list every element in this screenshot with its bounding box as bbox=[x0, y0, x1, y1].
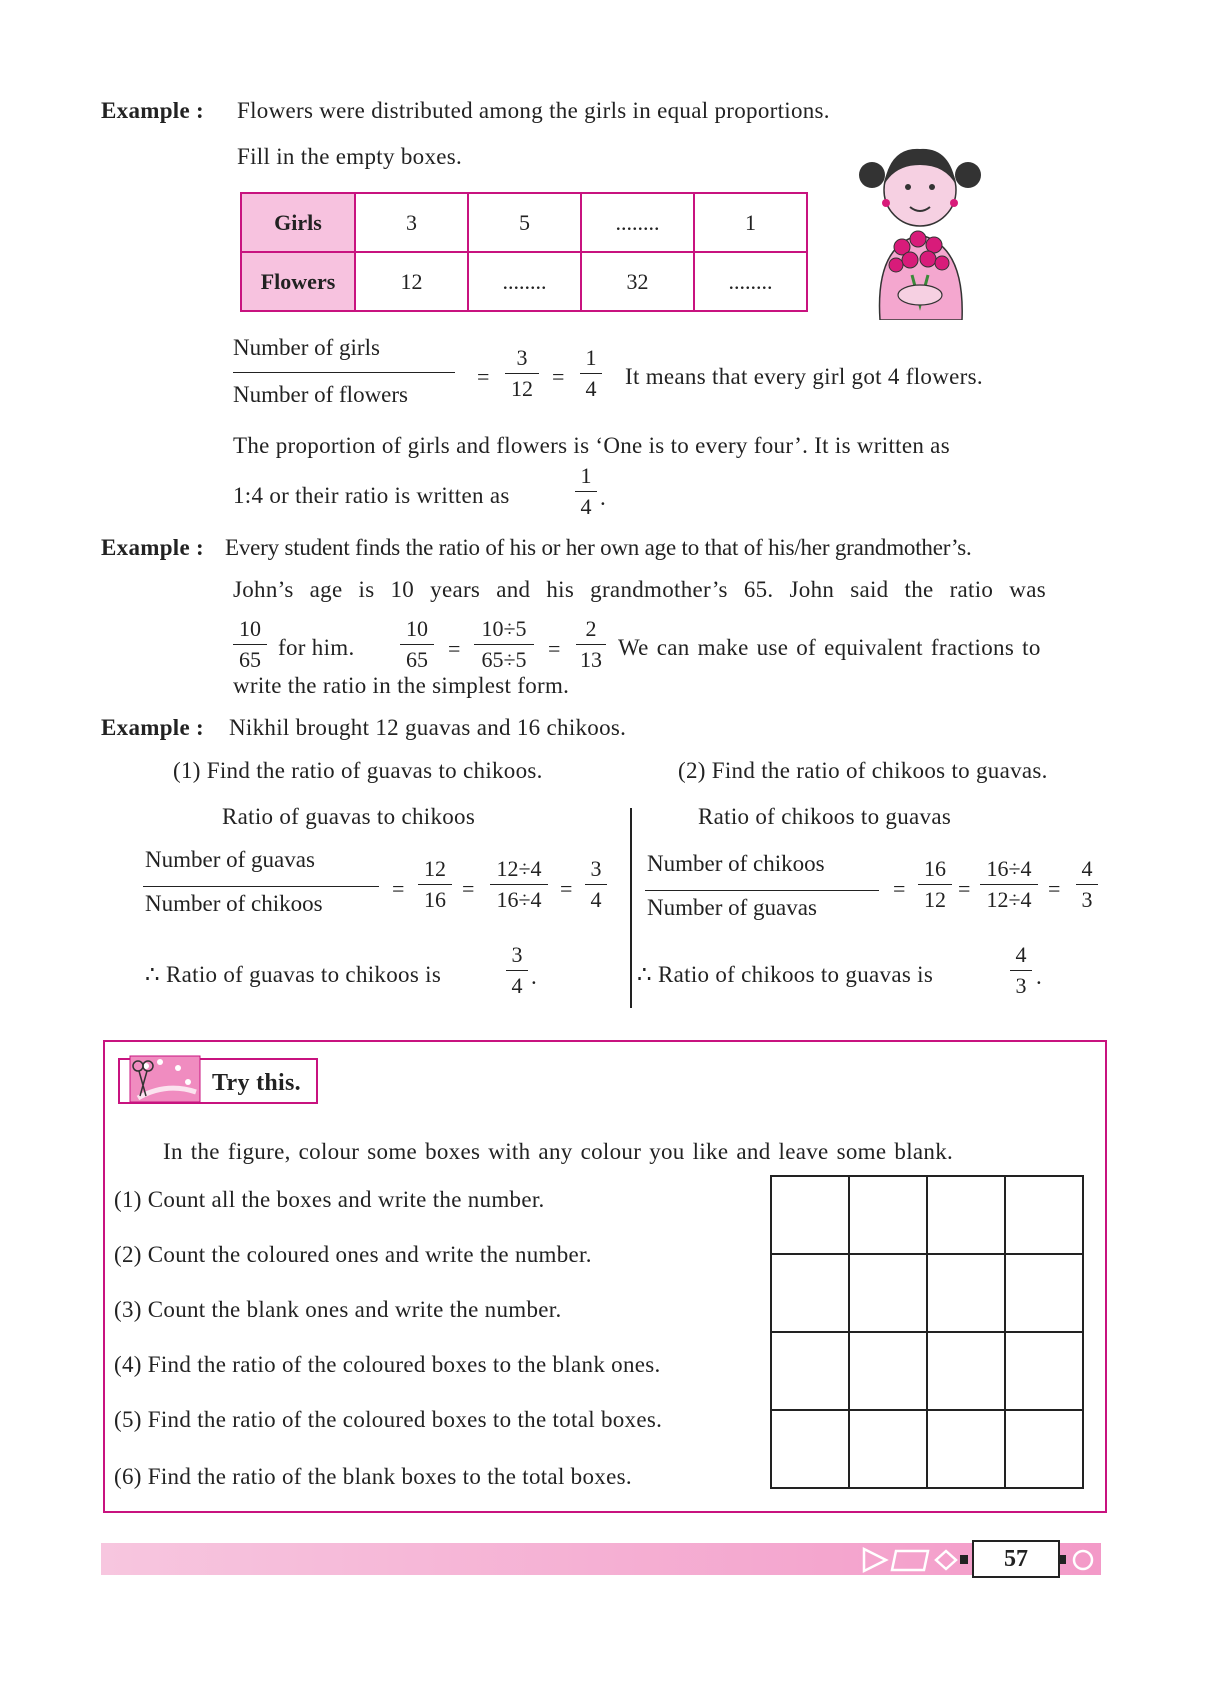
fraction-numerator: 4 bbox=[1015, 942, 1027, 967]
try-intro: In the figure, colour some boxes with any colour you like and leave some blank. bbox=[163, 1139, 954, 1164]
fraction bbox=[576, 616, 606, 673]
fraction bbox=[400, 616, 434, 673]
grid-box[interactable] bbox=[927, 1332, 1005, 1410]
fraction-numerator: 1 bbox=[580, 463, 592, 488]
colouring-grid bbox=[770, 1175, 1084, 1489]
table-cell: 32 bbox=[581, 252, 694, 311]
equals-sign: = bbox=[477, 364, 490, 389]
fraction bbox=[980, 856, 1038, 913]
equals-sign: = bbox=[462, 876, 475, 901]
try-item: (5) Find the ratio of the coloured boxes to the total boxes. bbox=[114, 1407, 663, 1432]
period: . bbox=[600, 485, 607, 510]
fraction bbox=[918, 856, 952, 913]
question: (2) Find the ratio of chikoos to guavas. bbox=[678, 758, 1048, 783]
try-this-title: Try this. bbox=[212, 1070, 301, 1096]
grid-box[interactable] bbox=[1005, 1332, 1083, 1410]
table-cell: 5 bbox=[468, 193, 581, 252]
table-cell: ........ bbox=[694, 252, 807, 311]
example-text: 1:4 or their ratio is written as bbox=[233, 483, 510, 508]
equals-sign: = bbox=[560, 876, 573, 901]
fraction-numerator: 12÷4 bbox=[496, 856, 542, 881]
grid-box[interactable] bbox=[1005, 1254, 1083, 1332]
fraction-numerator-label: Number of chikoos bbox=[647, 851, 825, 876]
conclusion: ∴ Ratio of guavas to chikoos is bbox=[145, 962, 442, 987]
example-label: Example : bbox=[101, 535, 204, 560]
fraction-denominator: 65 bbox=[239, 647, 261, 672]
fraction-numerator: 10 bbox=[406, 616, 428, 641]
fraction-denominator: 12÷4 bbox=[986, 887, 1032, 912]
table-header-cell: Girls bbox=[241, 193, 355, 252]
example-text: for him. bbox=[278, 635, 355, 660]
grid-box[interactable] bbox=[1005, 1176, 1083, 1254]
fraction bbox=[505, 345, 539, 402]
fraction-numerator-label: Number of girls bbox=[233, 335, 380, 360]
fraction-numerator: 10 bbox=[239, 616, 261, 641]
column-heading: Ratio of chikoos to guavas bbox=[698, 804, 952, 829]
equals-sign: = bbox=[893, 876, 906, 901]
fraction-denominator: 4 bbox=[585, 376, 597, 401]
fraction bbox=[233, 616, 267, 673]
example-text: Every student finds the ratio of his or her own age to that of his/her grandmother’s. bbox=[225, 535, 972, 560]
example-text: Fill in the empty boxes. bbox=[237, 144, 463, 169]
girls-flowers-table bbox=[240, 192, 808, 312]
fraction-denominator: 13 bbox=[580, 647, 602, 672]
conclusion: ∴ Ratio of chikoos to guavas is bbox=[637, 962, 934, 987]
girl-with-flowers-illustration bbox=[850, 135, 990, 320]
fraction-numerator: 4 bbox=[1081, 856, 1093, 881]
grid-box[interactable] bbox=[849, 1176, 927, 1254]
equals-sign: = bbox=[448, 636, 461, 661]
try-item: (6) Find the ratio of the blank boxes to the total boxes. bbox=[114, 1464, 632, 1489]
try-item: (4) Find the ratio of the coloured boxes to the blank ones. bbox=[114, 1352, 661, 1377]
scissors-measuring-tape-icon bbox=[126, 1052, 204, 1106]
try-item: (2) Count the coloured ones and write the number. bbox=[114, 1242, 592, 1267]
try-item: (3) Count the blank ones and write the number. bbox=[114, 1297, 562, 1322]
fraction-denominator: 4 bbox=[511, 973, 523, 998]
fraction bbox=[474, 616, 534, 673]
grid-box[interactable] bbox=[927, 1410, 1005, 1488]
fraction-bar bbox=[233, 372, 455, 373]
fraction-numerator-label: Number of guavas bbox=[145, 847, 315, 872]
fraction-numerator: 3 bbox=[516, 345, 528, 370]
fraction-denominator: 12 bbox=[511, 376, 533, 401]
example-text: Nikhil brought 12 guavas and 16 chikoos. bbox=[229, 715, 627, 740]
grid-box[interactable] bbox=[927, 1176, 1005, 1254]
try-item: (1) Count all the boxes and write the number. bbox=[114, 1187, 545, 1212]
grid-box[interactable] bbox=[849, 1332, 927, 1410]
column-heading: Ratio of guavas to chikoos bbox=[222, 804, 476, 829]
fraction-denominator: 16÷4 bbox=[496, 887, 542, 912]
fraction-numerator: 3 bbox=[511, 942, 523, 967]
fraction-bar bbox=[143, 886, 379, 887]
equals-sign: = bbox=[1048, 876, 1061, 901]
page-number: 57 bbox=[972, 1540, 1060, 1578]
divider bbox=[630, 808, 632, 1008]
fraction-denominator: 16 bbox=[424, 887, 446, 912]
fraction bbox=[575, 463, 597, 520]
table-cell: 1 bbox=[694, 193, 807, 252]
grid-box[interactable] bbox=[771, 1410, 849, 1488]
equals-sign: = bbox=[552, 364, 565, 389]
period: . bbox=[1036, 964, 1043, 989]
grid-box[interactable] bbox=[771, 1254, 849, 1332]
fraction-denominator: 3 bbox=[1015, 973, 1027, 998]
fraction-numerator: 16÷4 bbox=[986, 856, 1032, 881]
grid-box[interactable] bbox=[771, 1176, 849, 1254]
fraction bbox=[418, 856, 452, 913]
fraction-denominator: 65 bbox=[406, 647, 428, 672]
equals-sign: = bbox=[392, 876, 405, 901]
example-text: The proportion of girls and flowers is ‘One is to every four’. It is written as bbox=[233, 433, 950, 458]
table-row bbox=[241, 193, 807, 252]
fraction-denominator: 4 bbox=[590, 887, 602, 912]
fraction bbox=[585, 856, 607, 913]
table-cell: 12 bbox=[355, 252, 468, 311]
fraction bbox=[506, 942, 528, 999]
fraction-numerator: 2 bbox=[585, 616, 597, 641]
fraction-denominator: 12 bbox=[924, 887, 946, 912]
grid-box[interactable] bbox=[1005, 1410, 1083, 1488]
example-text: John’s age is 10 years and his grandmother’s 65. John said the ratio was bbox=[233, 577, 1046, 602]
fraction-numerator: 12 bbox=[424, 856, 446, 881]
grid-box[interactable] bbox=[849, 1254, 927, 1332]
fraction-denominator: 65÷5 bbox=[481, 647, 527, 672]
example-text: write the ratio in the simplest form. bbox=[233, 673, 570, 698]
fraction-numerator: 1 bbox=[585, 345, 597, 370]
fraction bbox=[490, 856, 548, 913]
fraction-denominator: 4 bbox=[580, 494, 592, 519]
fraction-bar bbox=[645, 890, 879, 891]
example-text: We can make use of equivalent fractions to bbox=[618, 635, 1041, 660]
fraction bbox=[1076, 856, 1098, 913]
grid-box[interactable] bbox=[849, 1410, 927, 1488]
fraction-numerator: 3 bbox=[590, 856, 602, 881]
table-cell: ........ bbox=[468, 252, 581, 311]
table-row bbox=[241, 252, 807, 311]
fraction-denominator-label: Number of flowers bbox=[233, 382, 409, 407]
fraction-denominator-label: Number of chikoos bbox=[145, 891, 323, 916]
example-text: It means that every girl got 4 flowers. bbox=[625, 364, 983, 389]
example-label: Example : bbox=[101, 98, 204, 123]
fraction-numerator: 16 bbox=[924, 856, 946, 881]
example-label: Example : bbox=[101, 715, 204, 740]
fraction-numerator: 10÷5 bbox=[481, 616, 527, 641]
fraction-denominator-label: Number of guavas bbox=[647, 895, 817, 920]
table-cell: ........ bbox=[581, 193, 694, 252]
table-cell: 3 bbox=[355, 193, 468, 252]
table-header-cell: Flowers bbox=[241, 252, 355, 311]
fraction-denominator: 3 bbox=[1081, 887, 1093, 912]
grid-box[interactable] bbox=[927, 1254, 1005, 1332]
period: . bbox=[531, 964, 538, 989]
example-text: Flowers were distributed among the girls in equal proportions. bbox=[237, 98, 830, 123]
fraction bbox=[1010, 942, 1032, 999]
fraction bbox=[580, 345, 602, 402]
equals-sign: = bbox=[548, 636, 561, 661]
grid-box[interactable] bbox=[771, 1332, 849, 1410]
question: (1) Find the ratio of guavas to chikoos. bbox=[173, 758, 543, 783]
equals-sign: = bbox=[958, 876, 971, 901]
